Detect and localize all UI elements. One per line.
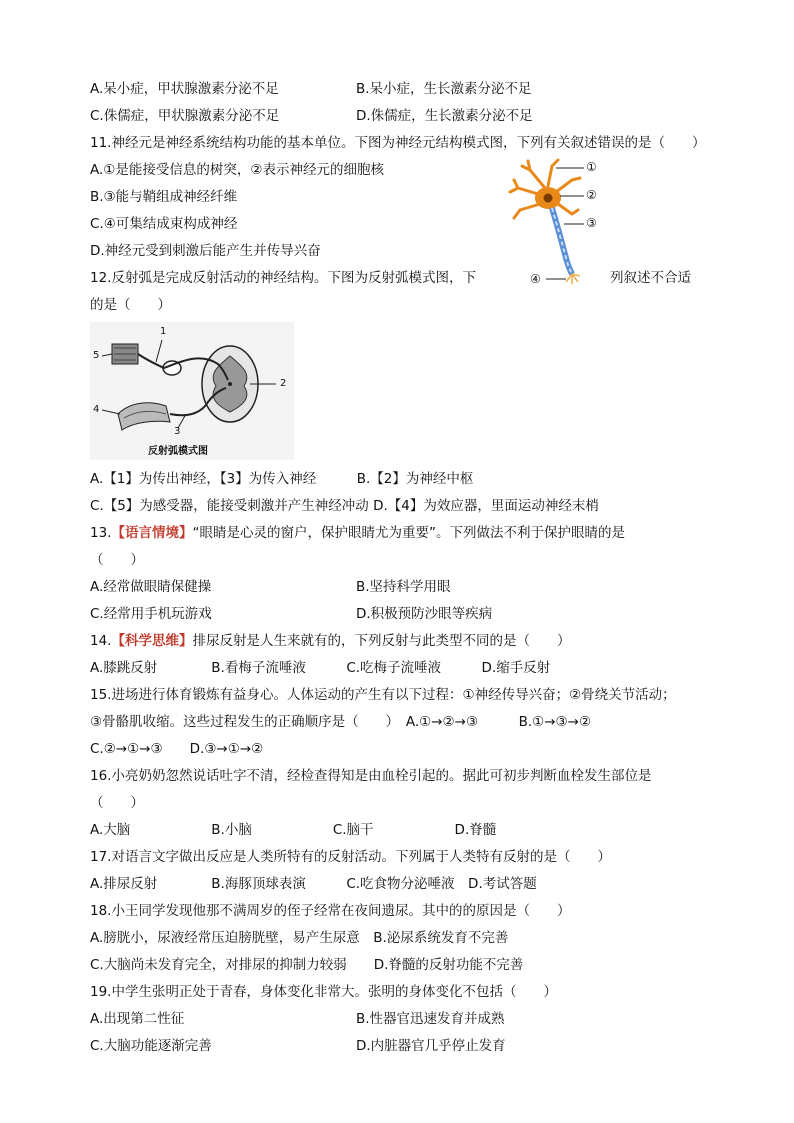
q11-option-a: A.①是能接受信息的树突，②表示神经元的细胞核 (90, 162, 384, 178)
q13-tag: 【语言情境】 (111, 525, 193, 541)
q12-options-ab: A.【1】为传出神经，【3】为传入神经 B.【2】为神经中枢 (90, 471, 474, 487)
q13-option-c: C.经常用手机玩游戏 (90, 606, 212, 622)
q15-line-3: C.②→①→③ D.③→①→② (90, 741, 264, 757)
q10-option-c: C.侏儒症，甲状腺激素分泌不足 (90, 108, 280, 124)
q17-options: A.排尿反射 B.海豚顶球表演 C.吃食物分泌唾液 D.考试答题 (90, 876, 537, 892)
q11-stem: 11.神经元是神经系统结构功能的基本单位。下图为神经元结构模式图，下列有关叙述错误的是（ ） (90, 135, 706, 151)
q18-options-cd: C.大脑尚未发育完全，对排尿的抑制力较弱 D.脊髓的反射功能不完善 (90, 957, 524, 973)
q10-option-a: A.呆小症，甲状腺激素分泌不足 (90, 81, 279, 97)
q10-option-d: D.侏儒症，生长激素分泌不足 (356, 108, 533, 124)
reflex-arc-diagram (90, 322, 294, 460)
q11-option-b: B.③能与鞘组成神经纤维 (90, 189, 238, 205)
q16-paren: （ ） (90, 795, 144, 811)
reflex-label-5: 5 (93, 350, 100, 361)
effector-muscle (118, 403, 170, 430)
neuron-label-1: ① (586, 160, 597, 174)
reflex-caption: 反射弧模式图 (148, 446, 208, 457)
q13-option-b: B.坚持科学用眼 (356, 579, 451, 595)
q13-stem-line (90, 524, 625, 542)
q16-stem: 16.小亮奶奶忽然说话吐字不清，经检查得知是由血栓引起的。据此可初步判断血栓发生部位是 (90, 768, 652, 784)
q14-number: 14. (90, 633, 112, 649)
reflex-label-4: 4 (93, 404, 100, 415)
neuron-label-4: ④ (530, 272, 541, 286)
neuron-label-3: ③ (586, 216, 597, 230)
q17-stem: 17.对语言文字做出反应是人类所特有的反射活动。下列属于人类特有反射的是（ ） (90, 849, 611, 865)
q14-stem: 排尿反射是人生来就有的，下列反射与此类型不同的是（ ） (192, 633, 571, 649)
q18-stem: 18.小王同学发现他那不满周岁的侄子经常在夜间遗尿。其中的的原因是（ ） (90, 903, 571, 919)
q19-option-b: B.性器官迅速发育并成熟 (356, 1011, 505, 1027)
reflex-arc-svg (90, 322, 294, 460)
q15-line-2: ③骨骼肌收缩。这些过程发生的正确顺序是（ ） A.①→②→③ B.①→③→② (90, 714, 592, 730)
q14-stem-line (90, 632, 570, 650)
q13-option-d: D.积极预防沙眼等疾病 (356, 606, 493, 622)
q12-stem-part-c: 的是（ ） (90, 297, 171, 313)
reflex-label-2: 2 (280, 378, 287, 389)
q12-stem-part-b: 列叙述不合适 (610, 270, 691, 286)
q13-stem: “眼睛是心灵的窗户，保护眼睛尤为重要”。下列做法不利于保护眼睛的是 (192, 525, 625, 541)
spinal-cord (202, 346, 258, 422)
q13-paren: （ ） (90, 552, 144, 568)
q11-option-c: C.④可集结成束构成神经 (90, 216, 238, 232)
q19-stem: 19.中学生张明正处于青春，身体变化非常大。张明的身体变化不包括（ ） (90, 984, 557, 1000)
neuron-label-2: ② (586, 188, 597, 202)
q12-stem-part-a: 12.反射弧是完成反射活动的神经结构。下图为反射弧模式图，下 (90, 270, 476, 286)
q16-options: A.大脑 B.小脑 C.脑干 D.脊髓 (90, 822, 497, 838)
q15-line-1: 15.进场进行体育锻炼有益身心。人体运动的产生有以下过程：①神经传导兴奋；②骨绕关节活动； (90, 687, 676, 703)
q13-number: 13. (90, 525, 112, 541)
q18-options-ab: A.膀胱小，尿液经常压迫膀胱壁，易产生尿意 B.泌尿系统发育不完善 (90, 930, 509, 946)
q14-options: A.膝跳反射 B.看梅子流唾液 C.吃梅子流唾液 D.缩手反射 (90, 660, 551, 676)
reflex-label-3: 3 (174, 426, 181, 437)
q14-tag: 【科学思维】 (111, 633, 193, 649)
q19-option-a: A.出现第二性征 (90, 1011, 185, 1027)
q13-option-a: A.经常做眼睛保健操 (90, 579, 212, 595)
q10-option-b: B.呆小症，生长激素分泌不足 (356, 81, 532, 97)
receptor-skin (112, 344, 138, 364)
q19-option-c: C.大脑功能逐渐完善 (90, 1038, 212, 1054)
reflex-label-1: 1 (160, 326, 167, 337)
nucleus (544, 194, 553, 203)
q11-option-d: D.神经元受到刺激后能产生并传导兴奋 (90, 243, 321, 259)
q19-option-d: D.内脏器官几乎停止发育 (356, 1038, 506, 1054)
q12-options-cd: C.【5】为感受器，能接受刺激并产生神经冲动 D.【4】为效应器，里面运动神经末梢 (90, 498, 599, 514)
axon-terminal (566, 274, 580, 284)
